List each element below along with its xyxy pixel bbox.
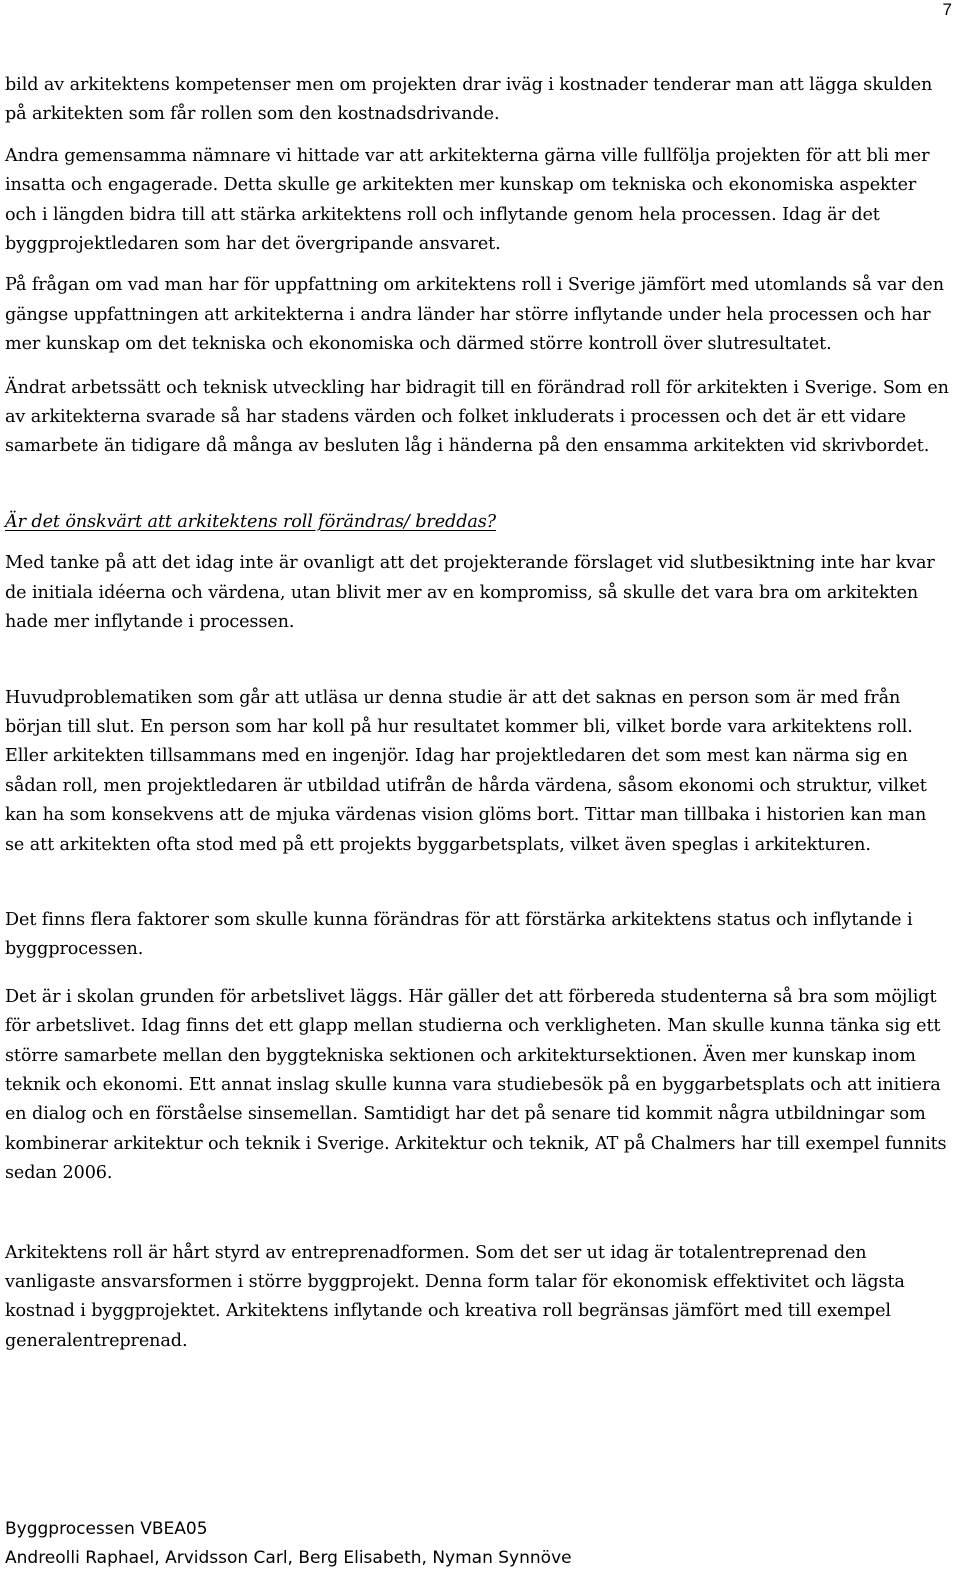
paragraph-2: Andra gemensamma nämnare vi hittade var att arkitekterna gärna ville fullfölja projekten för att bli mer insatta och engagerade. Detta skulle ge arkitekten mer kunskap om tekniska och ekonomiska aspekter och i längden bidra till att stärka arkitektens roll och inflytande genom hela processen. Idag är det byggprojektledaren som har det övergripande ansvaret. [5,145,930,255]
paragraph-4: Ändrat arbetssätt och teknisk utveckling har bidragit till en förändrad roll för arkitekten i Sverige. Som en av arkitekterna svarade så har stadens värden och folket inkluderats i processen och det är ett vidare samarbete än tidigare då många av besluten låg i händerna på den ensamma arkitekten vid skrivbordet. [5,377,949,457]
paragraph-1: bild av arkitektens kompetenser men om projekten drar iväg i kostnader tenderar man att lägga skulden på arkitekten som får rollen som den kostnadsdrivande. [5,75,933,125]
footer-authors: Andreolli Raphael, Arvidsson Carl, Berg Elisabeth, Nyman Synnöve [5,1548,572,1568]
paragraph-8: Det är i skolan grunden för arbetslivet läggs. Här gäller det att förbereda studenterna så bra som möjligt för arbetslivet. Idag finns det ett glapp mellan studierna och verkligheten. Man skulle kunna tänka sig ett större samarbete mellan den byggtekniska sektionen och arkitektursektionen. Även mer kunskap inom teknik och ekonomi. Ett annat inslag skulle kunna vara studiebesök på en byggarbetsplats och att initiera en dialog och en förståelse sinsemellan. Samtidigt har det på senare tid kommit några utbildningar som kombinerar arkitektur och teknik i Sverige. Arkitektur och teknik, AT på Chalmers har till exempel funnits sedan 2006. [5,986,947,1184]
paragraph-7: Det finns flera faktorer som skulle kunna förändras för att förstärka arkitektens status och inflytande i byggprocessen. [5,909,913,960]
page-footer [5,1515,572,1573]
page-number: 7 [942,0,952,19]
paragraph-5: Med tanke på att det idag inte är ovanligt att det projekterande förslaget vid slutbesiktning inte har kvar de initiala idéerna och värdena, utan blivit mer av en kompromiss, så skulle det vara bra om arkitekten hade mer inflytande i processen. [5,553,935,633]
section-heading: Är det önskvärt att arkitektens roll förändras/ breddas? [5,511,497,532]
paragraph-9: Arkitektens roll är hårt styrd av entreprenadformen. Som det ser ut idag är totalentreprenad den vanligaste ansvarsformen i större byggprojekt. Denna form talar för ekonomisk effektivitet och lägsta kostnad i byggprojektet. Arkitektens inflytande och kreativa roll begränsas jämfört med till exempel generalentreprenad. [5,1242,905,1351]
footer-course: Byggprocessen VBEA05 [5,1519,208,1539]
document-body [5,71,950,1356]
paragraph-3: På frågan om vad man har för uppfattning om arkitektens roll i Sverige jämfört med utomlands så var den gängse uppfattningen att arkitekterna i andra länder har större inflytande under hela processen och har mer kunskap om det tekniska och ekonomiska och därmed större kontroll över slutresultatet. [5,275,944,355]
paragraph-6: Huvudproblematiken som går att utläsa ur denna studie är att det saknas en person som är med från början till slut. En person som har koll på hur resultatet kommer bli, vilket borde vara arkitektens roll. Eller arkitekten tillsammans med en ingenjör. Idag har projektledaren det som mest kan närma sig en sådan roll, men projektledaren är utbildad utifrån de hårda värdena, såsom ekonomi och struktur, vilket kan ha som konsekvens att de mjuka värdenas vision glöms bort. Tittar man tillbaka i historien kan man se att arkitekten ofta stod med på ett projekts byggarbetsplats, vilket även speglas i arkitekturen. [5,687,927,855]
